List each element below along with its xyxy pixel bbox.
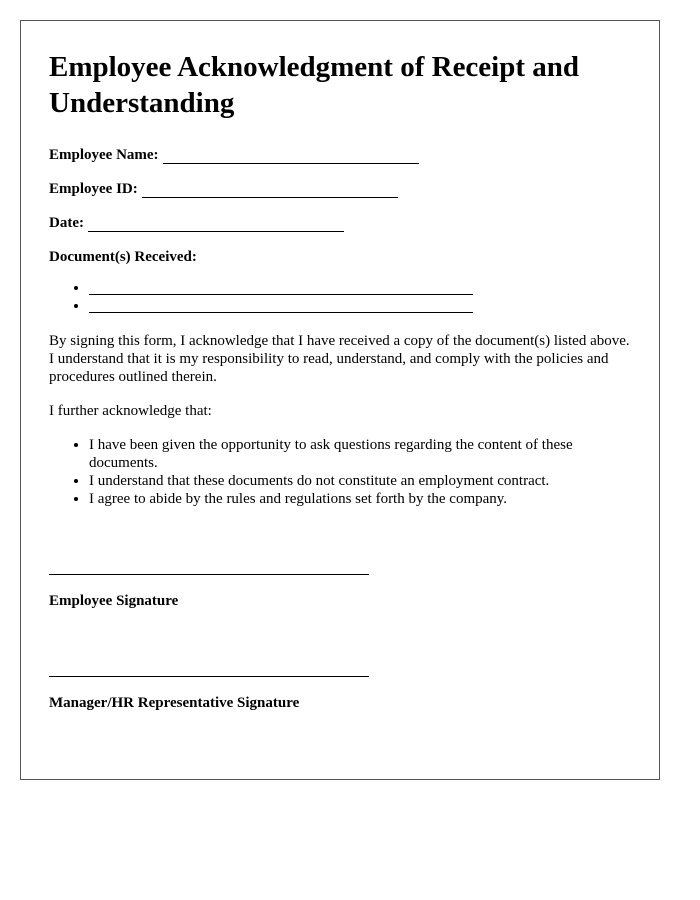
documents-received-label: Document(s) Received: <box>49 249 197 265</box>
manager-signature-line[interactable] <box>49 676 369 677</box>
form-title: Employee Acknowledgment of Receipt and Understanding <box>49 51 580 119</box>
term-item: • I understand that these documents do not constitute an employment contract. <box>89 472 633 490</box>
documents-received-list <box>49 279 473 315</box>
manager-signature-label: Manager/HR Representative Signature <box>49 695 300 711</box>
employee-name-label: Employee Name: <box>49 147 159 163</box>
term-item: • I have been given the opportunity to ask questions regarding the content of these documents. <box>89 436 633 472</box>
employee-id-row <box>49 180 398 198</box>
date-row <box>49 214 344 232</box>
acknowledgment-paragraph: By signing this form, I acknowledge that I have received a copy of the document(s) listed above. I understand that it is my responsibility to read, understand, and comply with the policies and procedures outlined therein. <box>49 333 630 385</box>
terms-list <box>49 436 633 508</box>
acknowledgment-form <box>20 20 660 780</box>
employee-id-label: Employee ID: <box>49 181 138 197</box>
employee-signature-label: Employee Signature <box>49 593 179 609</box>
document-entry <box>89 297 473 315</box>
document-entry <box>89 279 473 297</box>
employee-id-field[interactable] <box>142 183 398 198</box>
term-item: • I agree to abide by the rules and regulations set forth by the company. <box>89 490 633 508</box>
employee-name-field[interactable] <box>163 149 419 164</box>
date-label: Date: <box>49 215 84 231</box>
employee-name-row <box>49 146 419 164</box>
further-acknowledge-intro: I further acknowledge that: <box>49 403 212 419</box>
date-field[interactable] <box>88 217 344 232</box>
employee-signature-line[interactable] <box>49 574 369 575</box>
documents-received-row <box>49 248 197 266</box>
document-field-2[interactable] <box>89 297 473 313</box>
document-field-1[interactable] <box>89 279 473 295</box>
